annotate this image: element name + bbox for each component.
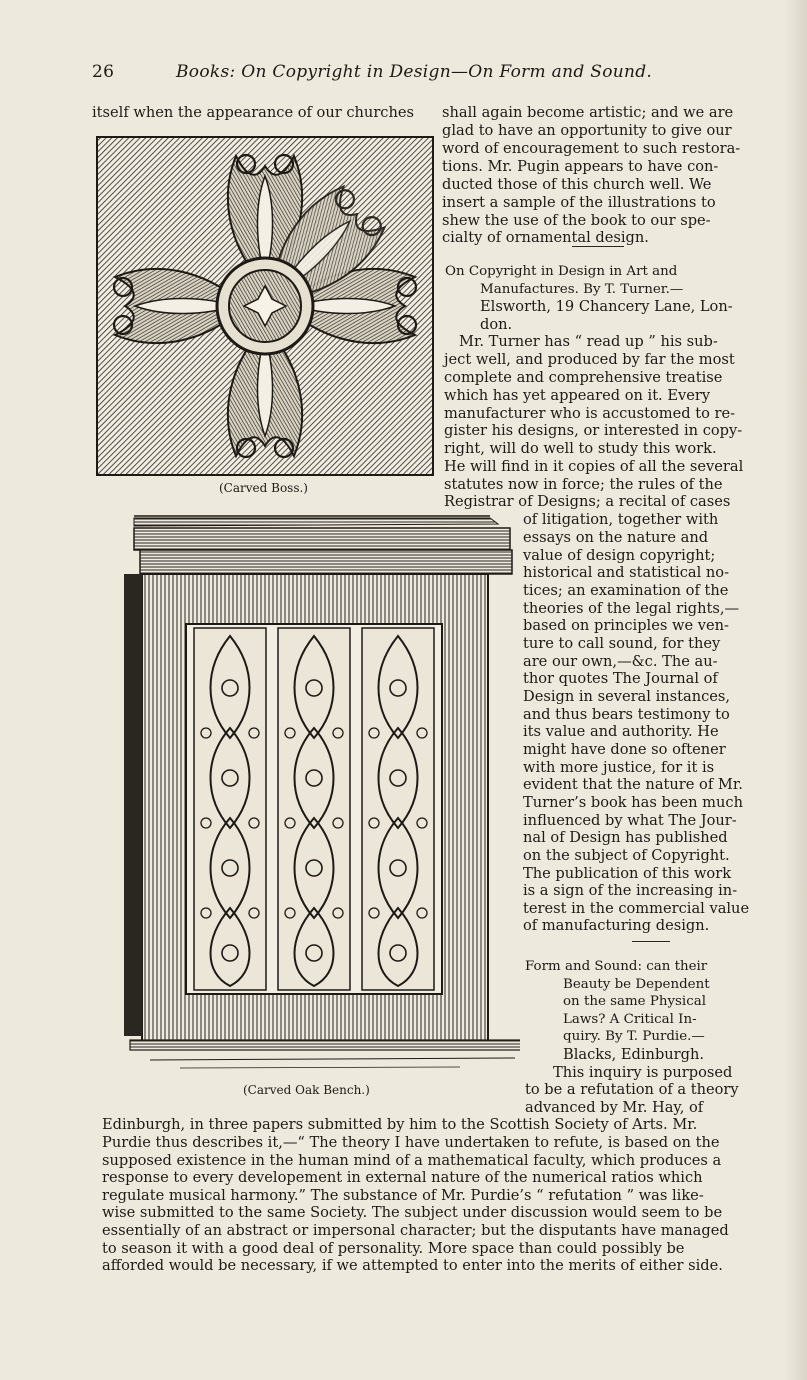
text-line: glad to have an opportunity to give our [442,122,732,139]
text-line: on the subject of Copyright. [523,847,730,864]
text-line: afforded would be necessary, if we attempted to enter into the merits of either side. [102,1257,723,1274]
text-line: itself when the appearance of our churches [92,104,414,121]
text-line: He will find in it copies of all the several [444,458,744,475]
text-line: don. [480,316,513,333]
text-line: might have done so oftener [523,741,726,758]
text-line: ture to call sound, for they [523,635,721,652]
section-heading-line: on the same Physical [563,994,706,1009]
text-line: are our own,—&c. The au- [523,653,718,670]
text-line: based on principles we ven- [523,617,729,634]
text-line: shew the use of the book to our spe- [442,212,711,229]
text-line: Elsworth, 19 Chancery Lane, Lon- [480,298,733,315]
section-heading-line: quiry. By T. Purdie.— [563,1029,705,1044]
text-line: is a sign of the increasing in- [523,882,738,899]
bench-caption: (Carved Oak Bench.) [243,1083,370,1097]
text-line: Design in several instances, [523,688,731,705]
text-line: ject well, and produced by far the most [444,351,735,368]
text-line: The publication of this work [523,865,732,882]
text-line: essays on the nature and [523,529,709,546]
text-line: Edinburgh, in three papers submitted by him to the Scottish Society of Arts. Mr. [102,1116,698,1133]
boss-caption: (Carved Boss.) [219,481,308,495]
text-line: of manufacturing design. [523,917,710,934]
text-line: shall again become artistic; and we are [442,104,734,121]
text-line: cialty of ornamental design. [442,229,649,246]
text-line: of litigation, together with [523,511,719,528]
text-line: value of design copyright; [523,547,716,564]
carved-oak-bench-illustration [120,512,520,1078]
text-line: insert a sample of the illustrations to [442,194,716,211]
text-line: to be a refutation of a theory [525,1081,739,1098]
text-line: regulate musical harmony.” The substance of Mr. Purdie’s “ refutation ” was like- [102,1187,704,1204]
text-line: statutes now in force; the rules of the [444,476,723,493]
text-line: tions. Mr. Pugin appears to have con- [442,158,719,175]
page-edge-shadow [785,0,807,1380]
text-line: Blacks, Edinburgh. [563,1046,705,1063]
text-line: theories of the legal rights,— [523,600,740,617]
section-heading-line: Form and Sound: can their [525,959,708,974]
text-line: which has yet appeared on it. Every [444,387,711,404]
section-heading-line: Laws? A Critical In- [563,1012,697,1027]
text-line: right, will do well to study this work. [444,440,717,457]
text-line: complete and comprehensive treatise [444,369,723,386]
text-line: thor quotes The Journal of [523,670,718,687]
text-line: manufacturer who is accustomed to re- [444,405,736,422]
text-line: Purdie thus describes it,—“ The theory I have undertaken to refute, is based on the [102,1134,720,1151]
text-line: its value and authority. He [523,723,719,740]
text-line: wise submitted to the same Society. The subject under discussion would seem to be [102,1204,723,1221]
text-line: tices; an examination of the [523,582,729,599]
text-line: gister his designs, or interested in copy- [444,422,743,439]
page-number: 26 [92,62,115,82]
text-line: Mr. Turner has “ read up ” his sub- [459,333,718,350]
carved-boss-illustration [96,136,434,476]
text-line: historical and statistical no- [523,564,730,581]
text-line: with more justice, for it is [523,759,715,776]
section-heading-line: Beauty be Dependent [563,977,710,992]
text-line: This inquiry is purposed [553,1064,733,1081]
text-line: evident that the nature of Mr. [523,776,743,793]
running-head: Books: On Copyright in Design—On Form and Sound. [176,62,653,82]
text-line: essentially of an abstract or impersonal character; but the disputants have managed [102,1222,729,1239]
section-heading-line: On Copyright in Design in Art and [445,264,678,279]
text-line: and thus bears testimony to [523,706,730,723]
text-line: response to every developement in external nature of the numerical ratios which [102,1169,703,1186]
text-line: advanced by Mr. Hay, of [525,1099,704,1116]
text-line: Turner’s book has been much [523,794,743,811]
text-line: influenced by what The Jour- [523,812,737,829]
text-line: Registrar of Designs; a recital of cases [444,493,731,510]
text-line: nal of Design has published [523,829,728,846]
section-heading-line: Manufactures. By T. Turner.— [480,282,684,297]
text-line: ducted those of this church well. We [442,176,712,193]
text-line: to season it with a good deal of personality. More space than could possibly be [102,1240,685,1257]
text-line: word of encouragement to such restora- [442,140,741,157]
section-rule [632,941,670,942]
text-line: terest in the commercial value [523,900,750,917]
text-line: supposed existence in the human mind of a mathematical faculty, which produces a [102,1152,722,1169]
